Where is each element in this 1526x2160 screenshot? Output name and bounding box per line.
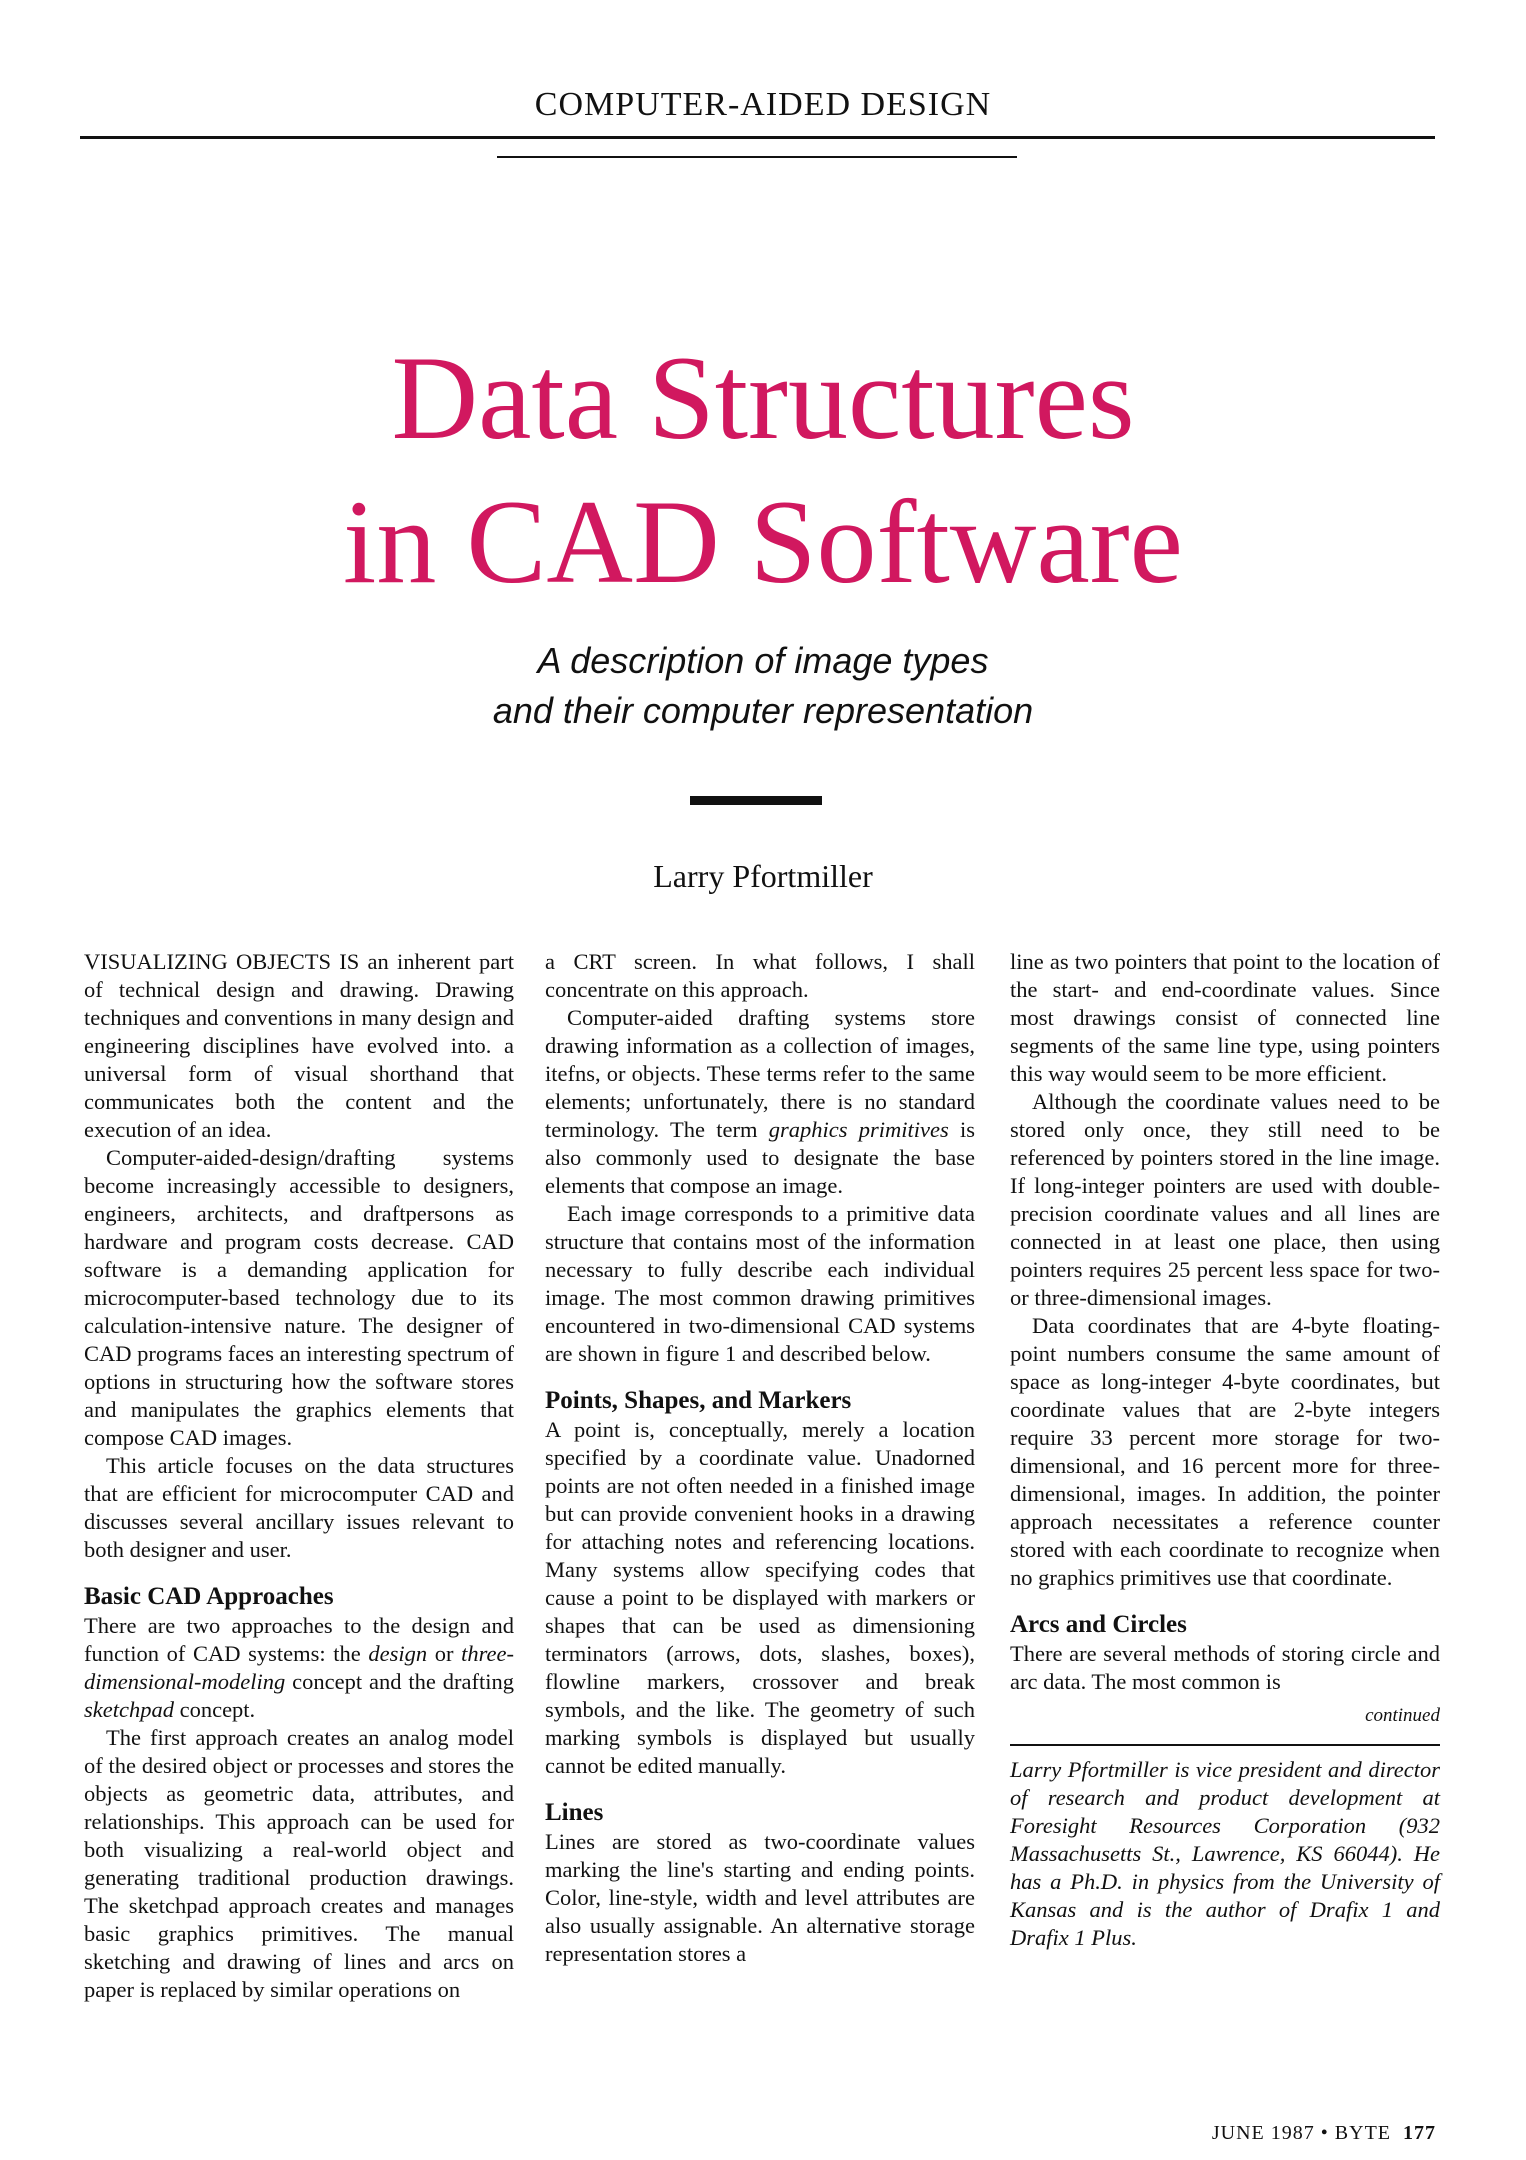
page-number: 177 [1403, 2122, 1436, 2144]
continued-note: continued [1365, 1705, 1440, 1726]
paragraph: Computer-aided-design/drafting systems become increasingly accessible to designers, engineers, architects, and draftpersons as hardware and program costs decrease. CAD software is a demanding application for microcomputer-based technology due to its calculation-intensive nature. The designer of CAD programs faces an interesting spectrum of options in structuring how the software stores and manipulates the graphics elements that compose CAD images. [84, 1145, 514, 1450]
author-byline: Larry Pfortmiller [653, 858, 873, 894]
column-2 [545, 948, 975, 1968]
author-bio: Larry Pfortmiller is vice president and director of research and product development at Foresight Resources Corporation (932 Massachusetts St., Lawrence, KS 66044). He has a Ph.D. in physics from the University of Kansas and is the author of Drafix 1 and Drafix 1 Plus. [1010, 1757, 1440, 1950]
paragraph: A point is, conceptually, merely a location specified by a coordinate value. Unadorned points are not often needed in a finished image but can provide convenient hooks in a drawing for attaching notes and referencing locations. Many systems allow specifying codes that cause a point to be displayed with markers or shapes that can be used as dimensioning terminators (arrows, dots, slashes, boxes), flowline markers, crossover and break symbols, and the like. The geometry of such marking symbols is displayed but usually cannot be edited manually. [545, 1417, 975, 1778]
column-1 [84, 948, 514, 2004]
bio-rule [1010, 1744, 1440, 1746]
section-heading: Lines [545, 1799, 604, 1826]
paragraph: There are two approaches to the design and function of CAD systems: the design or three-dimensional-modeling concept and the drafting sketchpad concept. [84, 1613, 514, 1722]
paragraph: Although the coordinate values need to be stored only once, they still need to be referenced by pointers stored in the line image. If long-integer pointers are used with double-precision coordinate values and all lines are connected in at least one place, then using pointers requires 25 percent less space for two- or three-dimensional images. [1010, 1089, 1440, 1310]
paragraph: a CRT screen. In what follows, I shall concentrate on this approach. [545, 949, 975, 1002]
header-subrule [497, 156, 1017, 158]
header-rule [80, 136, 1435, 139]
section-heading: Basic CAD Approaches [84, 1583, 334, 1610]
paragraph: line as two pointers that point to the location of the start- and end-coordinate values. Since most drawings consist of connected line segments of the same line type, using pointers this way would seem to be more efficient. [1010, 949, 1440, 1086]
paragraph: Lines are stored as two-coordinate values marking the line's starting and ending points. Color, line-style, width and level attributes are also usually assignable. An alternative storage representation stores a [545, 1829, 975, 1966]
article-title-line-1: Data Structures [391, 331, 1135, 464]
paragraph: Computer-aided drafting systems store drawing information as a collection of images, itefns, or objects. These terms refer to the same elements; unfortunately, there is no standard terminology. The term graphics primitives is also commonly used to designate the base elements that compose an image. [545, 1005, 975, 1198]
column-3 [1010, 948, 1440, 1952]
subtitle-line-1: A description of image types [537, 640, 989, 681]
decorative-bar [690, 796, 822, 805]
page-footer [1212, 2122, 1436, 2145]
footer-issue: JUNE 1987 • BYTE [1211, 2122, 1391, 2144]
article-title-line-2: in CAD Software [343, 475, 1183, 608]
paragraph: This article focuses on the data structures that are efficient for microcomputer CAD and discusses several ancillary issues relevant to both designer and user. [84, 1453, 514, 1562]
paragraph: The first approach creates an analog model of the desired object or processes and stores the objects as geometric data, attributes, and relationships. This approach can be used for both visualizing a real-world object and generating traditional production drawings. The sketchpad approach creates and manages basic graphics primitives. The manual sketching and drawing of lines and arcs on paper is replaced by similar operations on [84, 1725, 514, 2002]
paragraph: There are several methods of storing circle and arc data. The most common is [1010, 1641, 1440, 1694]
section-heading: Points, Shapes, and Markers [545, 1387, 852, 1414]
section-heading: Arcs and Circles [1010, 1611, 1187, 1638]
paragraph: Each image corresponds to a primitive data structure that contains most of the information necessary to fully describe each individual image. The most common drawing primitives encountered in two-dimensional CAD systems are shown in figure 1 and described below. [545, 1201, 975, 1366]
section-label: COMPUTER-AIDED DESIGN [534, 86, 992, 123]
subtitle-line-2: and their computer representation [492, 690, 1034, 731]
paragraph: VISUALIZING OBJECTS IS an inherent part of technical design and drawing. Drawing techniques and conventions in many design and engineering disciplines have evolved into. a universal form of visual shorthand that communicates both the content and the execution of an idea. [84, 949, 514, 1142]
paragraph: Data coordinates that are 4-byte floating-point numbers consume the same amount of space as long-integer 4-byte coordinates, but coordinate values that are 2-byte integers require 33 percent more storage for two-dimensional, and 16 percent more for three-dimensional, images. In addition, the pointer approach necessitates a reference counter stored with each coordinate to recognize when no graphics primitives use that coordinate. [1010, 1313, 1440, 1590]
